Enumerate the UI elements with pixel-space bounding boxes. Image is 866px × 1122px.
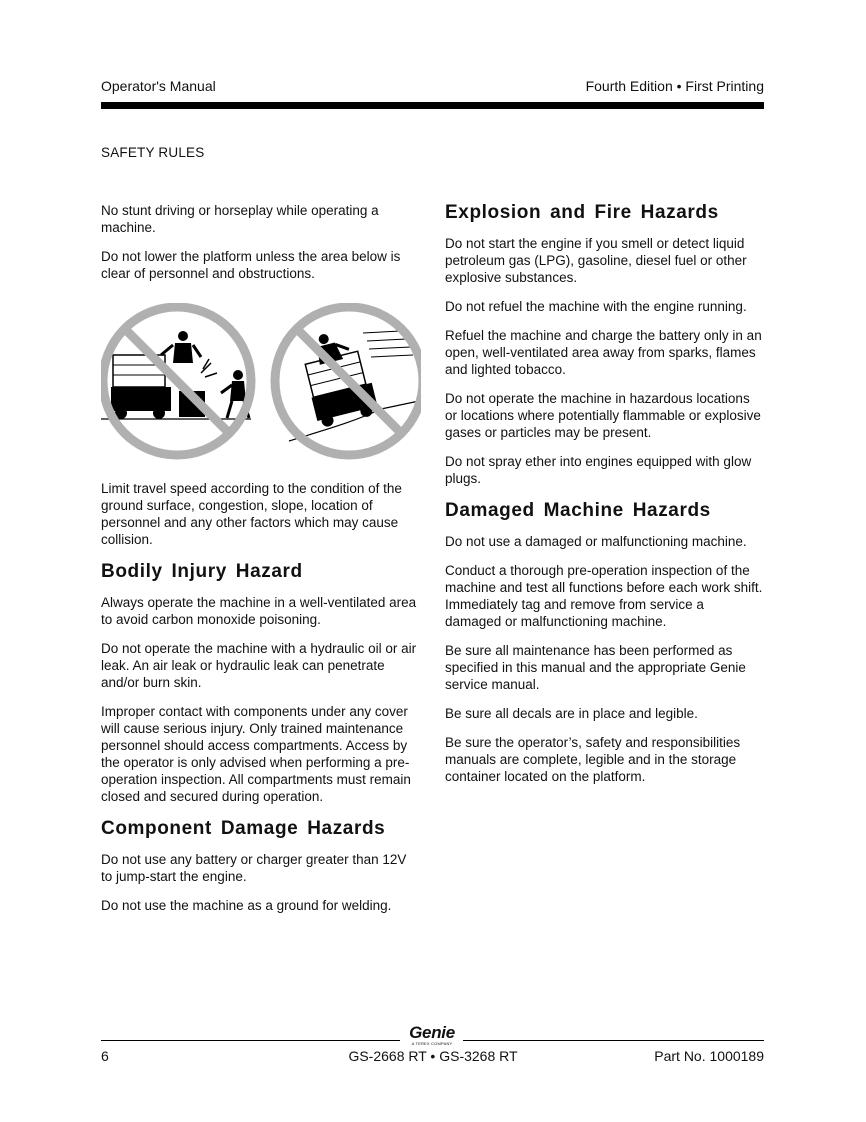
section-label: SAFETY RULES — [101, 145, 205, 160]
left-column-bottom — [101, 480, 419, 926]
paragraph-improper-contact: Improper contact with components under any cover will cause serious injury. Only trained maintenance personnel should access compartments. Access by the operator is only advised when performing a pre-operation inspection. All compartments must remain closed and secured during operation. — [101, 704, 411, 804]
model-numbers: GS-2668 RT • GS-3268 RT — [348, 1048, 518, 1064]
genie-logo — [404, 1024, 460, 1046]
paragraph-inspection: Conduct a thorough pre-operation inspection of the machine and test all functions before each work shift. Immediately tag and remove from service a damaged or malfunctioning machine. — [445, 563, 763, 629]
footer-rule-right — [463, 1040, 764, 1041]
logo-wordmark: Genie — [409, 1023, 455, 1042]
paragraph-hydraulic-leak: Do not operate the machine with a hydraulic oil or air leak. An air leak or hydraulic leak can penetrate and/or burn skin. — [101, 641, 417, 690]
header-rule — [101, 102, 764, 109]
left-column-top — [101, 202, 419, 294]
header-manual-title: Operator's Manual — [101, 78, 216, 94]
paragraph-no-stunt: No stunt driving or horseplay while operating a machine. — [101, 203, 379, 235]
paragraph-manuals: Be sure the operator’s, safety and responsibilities manuals are complete, legible and in the storage container located on the platform. — [445, 735, 741, 784]
page-number: 6 — [101, 1048, 109, 1064]
paragraph-battery: Do not use any battery or charger greater than 12V to jump-start the engine. — [101, 852, 407, 884]
part-number: Part No. 1000189 — [654, 1048, 764, 1064]
heading-bodily-injury: Bodily Injury Hazard — [101, 561, 303, 582]
paragraph-decals: Be sure all decals are in place and legible. — [445, 706, 698, 721]
footer-rule-left — [101, 1040, 400, 1041]
paragraph-welding: Do not use the machine as a ground for welding. — [101, 898, 392, 913]
paragraph-maintenance: Be sure all maintenance has been performed as specified in this manual and the appropriate Genie service manual. — [445, 643, 746, 692]
paragraph-hazardous-locations: Do not operate the machine in hazardous locations or locations where potentially flammable or explosive gases or particles may be present. — [445, 391, 761, 440]
paragraph-ventilated: Always operate the machine in a well-ventilated area to avoid carbon monoxide poisoning. — [101, 595, 417, 627]
paragraph-refuel-area: Refuel the machine and charge the battery only in an open, well-ventilated area away from sparks, flames and lighted tobacco. — [445, 328, 762, 377]
heading-damaged-machine: Damaged Machine Hazards — [445, 500, 711, 521]
prohibition-illustrations — [101, 303, 421, 461]
heading-component-damage: Component Damage Hazards — [101, 818, 386, 839]
paragraph-lower-platform: Do not lower the platform unless the area below is clear of personnel and obstructions. — [101, 249, 401, 281]
no-lowering-on-personnel-illustration — [101, 307, 251, 455]
logo-tagline: A TEREX COMPANY — [411, 1041, 453, 1046]
paragraph-damaged: Do not use a damaged or malfunctioning machine. — [445, 534, 747, 549]
right-column — [445, 201, 763, 797]
no-stunt-driving-illustration — [275, 307, 421, 455]
paragraph-refuel-running: Do not refuel the machine with the engine running. — [445, 299, 747, 314]
heading-explosion-fire: Explosion and Fire Hazards — [445, 202, 719, 223]
header-edition: Fourth Edition • First Printing — [585, 78, 764, 94]
paragraph-lpg: Do not start the engine if you smell or detect liquid petroleum gas (LPG), gasoline, diesel fuel or other explosive substances. — [445, 236, 747, 285]
paragraph-travel-speed: Limit travel speed according to the condition of the ground surface, congestion, slope, location of personnel and any other factors which may cause collision. — [101, 481, 402, 547]
paragraph-ether: Do not spray ether into engines equipped with glow plugs. — [445, 454, 752, 486]
